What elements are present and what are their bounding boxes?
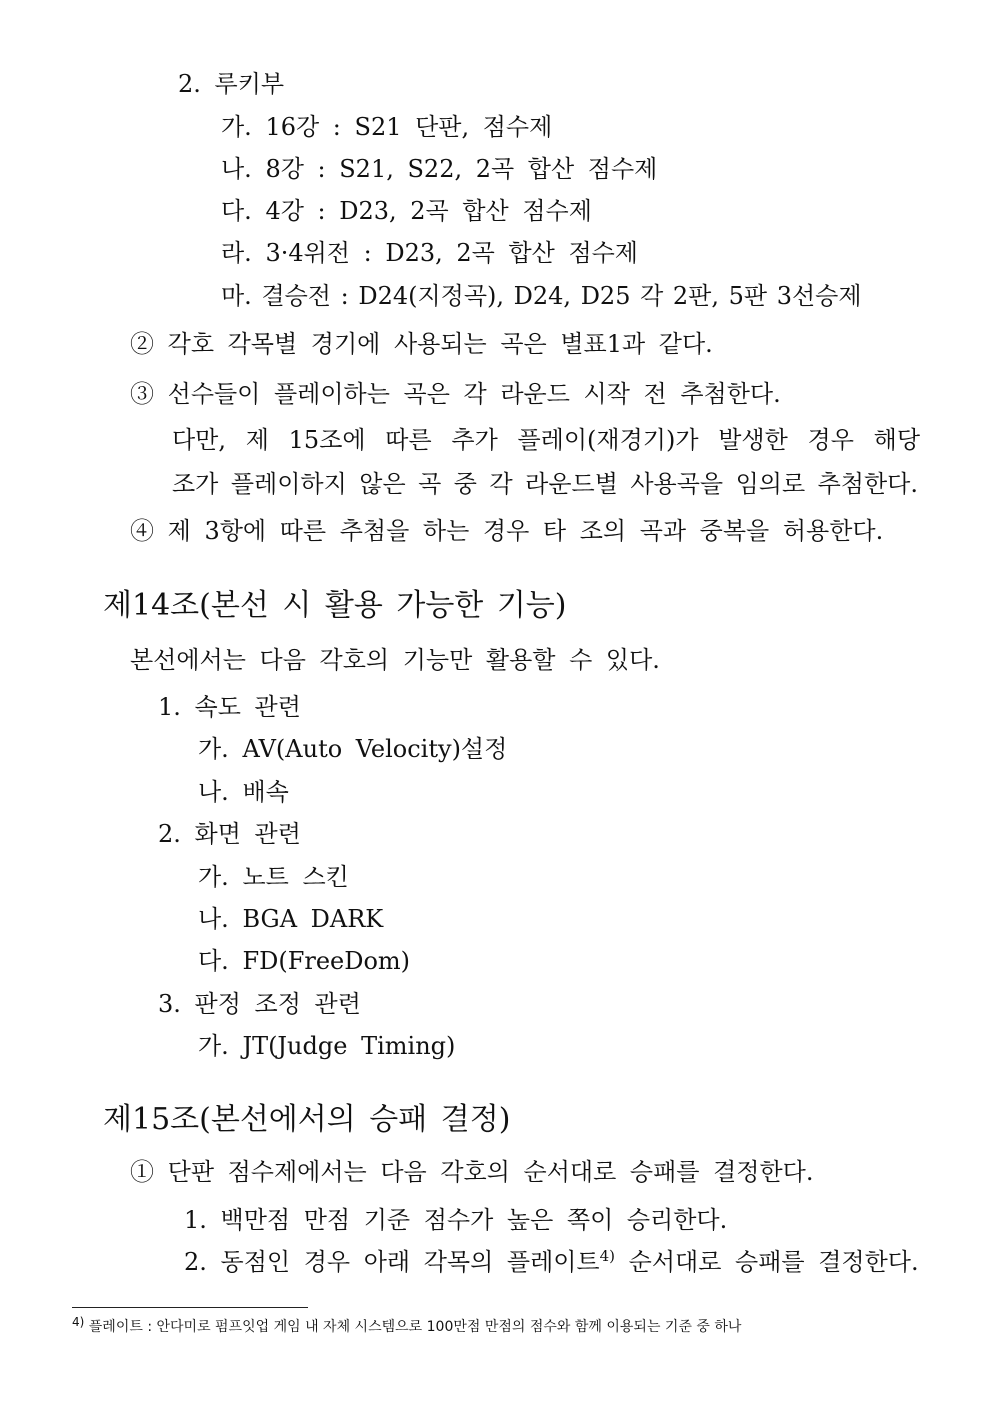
article-15-item-2: 2. 동점인 경우 아래 각목의 플레이트$^{4)}$ 순서대로 승패를 결정한다. [184,1247,919,1276]
article-14-title: 제14조(본선 시 활용 가능한 기능) [103,588,567,623]
rookie-item-4: 라. 3·4위전 : D23, 2곡 합산 점수제 [221,239,638,267]
article-14-item-3a: 가. JT(Judge Timing) [198,1032,456,1060]
article-14-item-1a: 가. AV(Auto Velocity)설정 [198,735,508,763]
clause-4: ④ 제 3항에 따른 추첨을 하는 경우 타 조의 곡과 중복을 허용한다. [130,517,884,545]
article-14-item-2b: 나. BGA DARK [198,905,384,933]
article-14-item-3: 3. 판정 조정 관련 [158,990,361,1018]
article-14-item-2c: 다. FD(FreeDom) [198,947,411,975]
article-15-clause-1: ① 단판 점수제에서는 다음 각호의 순서대로 승패를 결정한다. [130,1158,814,1186]
footnote-text: 플레이트 : 안다미로 펌프잇업 게임 내 자체 시스템으로 100만점 만점의 점수와 함께 이용되는 기준 중 하나 [84,1319,742,1335]
footnote-divider [72,1307,308,1308]
rookie-title: 2. 루키부 [178,70,285,98]
article-14-item-1b: 나. 배속 [198,778,289,806]
clause-3: ③ 선수들이 플레이하는 곡은 각 라운드 시작 전 추첨한다. [130,380,781,408]
clause-3-continuation-1: 다만, 제 15조에 따른 추가 플레이(재경기)가 발생한 경우 해당 [172,426,920,454]
article-15-item-1: 1. 백만점 만점 기준 점수가 높은 쪽이 승리한다. [184,1206,728,1234]
article-14-item-2: 2. 화면 관련 [158,820,301,848]
article-15-title: 제15조(본선에서의 승패 결정) [103,1102,511,1137]
clause-3-continuation-2: 조가 플레이하지 않은 곡 중 각 라운드별 사용곡을 임의로 추첨한다. [172,470,918,498]
rookie-item-5: 마. 결승전 : D24(지정곡), D24, D25 각 2판, 5판 3선승제 [221,282,862,310]
footnote-reference: 4) [599,1247,616,1265]
rookie-item-1: 가. 16강 : S21 단판, 점수제 [221,113,553,141]
article-14-item-2a: 가. 노트 스킨 [198,863,349,891]
clause-2: ② 각호 각목별 경기에 사용되는 곡은 별표1과 같다. [130,330,713,358]
footnote [72,1315,742,1336]
rookie-item-2: 나. 8강 : S21, S22, 2곡 합산 점수제 [221,155,658,183]
article-14-item-1: 1. 속도 관련 [158,693,301,721]
footnote-mark: 4) [72,1315,85,1329]
rookie-item-3: 다. 4강 : D23, 2곡 합산 점수제 [221,197,592,225]
article-14-intro: 본선에서는 다음 각호의 기능만 활용할 수 있다. [130,646,660,674]
